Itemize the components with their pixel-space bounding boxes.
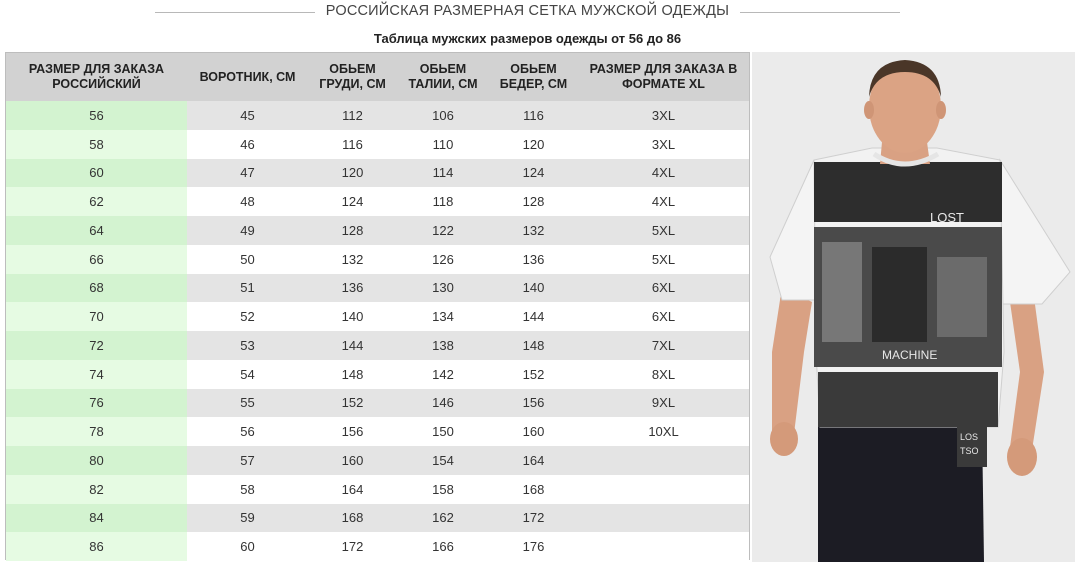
collar-cell: 60 xyxy=(187,532,308,561)
xl-size-cell xyxy=(578,475,749,504)
collar-cell: 51 xyxy=(187,274,308,303)
table-body xyxy=(6,101,749,561)
ru-size-cell: 82 xyxy=(6,475,187,504)
ru-size-cell: 56 xyxy=(6,101,187,130)
chest-cell: 132 xyxy=(308,245,397,274)
header-divider-right xyxy=(740,12,900,13)
collar-cell: 56 xyxy=(187,417,308,446)
collar-cell: 48 xyxy=(187,187,308,216)
ru-size-cell: 72 xyxy=(6,331,187,360)
man-in-printed-tshirt-image xyxy=(752,52,1075,562)
waist-cell: 110 xyxy=(397,130,489,159)
chest-cell: 148 xyxy=(308,360,397,389)
right-ear xyxy=(936,101,946,119)
collar-cell: 49 xyxy=(187,216,308,245)
ru-size-cell: 60 xyxy=(6,159,187,188)
column-header-chest: ОБЬЕМ ГРУДИ, СМ xyxy=(308,53,397,101)
collar-cell: 58 xyxy=(187,475,308,504)
ru-size-cell: 62 xyxy=(6,187,187,216)
waist-cell: 134 xyxy=(397,302,489,331)
right-hand xyxy=(1007,438,1037,476)
xl-size-cell: 4XL xyxy=(578,159,749,188)
table-row xyxy=(6,331,749,360)
right-arm xyxy=(1010,297,1044,450)
table-row xyxy=(6,532,749,561)
chest-cell: 136 xyxy=(308,274,397,303)
size-table xyxy=(6,53,749,561)
collar-cell: 50 xyxy=(187,245,308,274)
chest-cell: 152 xyxy=(308,389,397,418)
column-header-xl-size: РАЗМЕР ДЛЯ ЗАКАЗА В ФОРМАТЕ XL xyxy=(578,53,749,101)
chest-cell: 124 xyxy=(308,187,397,216)
ru-size-cell: 76 xyxy=(6,389,187,418)
waist-cell: 122 xyxy=(397,216,489,245)
model-photo xyxy=(752,52,1075,562)
xl-size-cell xyxy=(578,446,749,475)
waist-cell: 154 xyxy=(397,446,489,475)
ru-size-cell: 84 xyxy=(6,504,187,533)
ru-size-cell: 58 xyxy=(6,130,187,159)
xl-size-cell: 10XL xyxy=(578,417,749,446)
ru-size-cell: 70 xyxy=(6,302,187,331)
waist-cell: 138 xyxy=(397,331,489,360)
ru-size-cell: 78 xyxy=(6,417,187,446)
xl-size-cell: 5XL xyxy=(578,245,749,274)
xl-size-cell: 7XL xyxy=(578,331,749,360)
hips-cell: 156 xyxy=(489,389,578,418)
hips-cell: 128 xyxy=(489,187,578,216)
hips-cell: 172 xyxy=(489,504,578,533)
chest-cell: 144 xyxy=(308,331,397,360)
collar-cell: 45 xyxy=(187,101,308,130)
ru-size-cell: 66 xyxy=(6,245,187,274)
waist-cell: 150 xyxy=(397,417,489,446)
waist-cell: 130 xyxy=(397,274,489,303)
chest-cell: 120 xyxy=(308,159,397,188)
hips-cell: 168 xyxy=(489,475,578,504)
chest-cell: 168 xyxy=(308,504,397,533)
hips-cell: 132 xyxy=(489,216,578,245)
hips-cell: 164 xyxy=(489,446,578,475)
chest-cell: 160 xyxy=(308,446,397,475)
collar-cell: 54 xyxy=(187,360,308,389)
right-sleeve xyxy=(1000,160,1070,304)
collar-cell: 53 xyxy=(187,331,308,360)
left-arm xyxy=(772,287,812,434)
table-row xyxy=(6,216,749,245)
left-hand xyxy=(770,422,798,456)
table-row xyxy=(6,446,749,475)
xl-size-cell xyxy=(578,532,749,561)
column-header-waist: ОБЬЕМ ТАЛИИ, СМ xyxy=(397,53,489,101)
xl-size-cell xyxy=(578,504,749,533)
page-title: РОССИЙСКАЯ РАЗМЕРНАЯ СЕТКА МУЖСКОЙ ОДЕЖДЫ xyxy=(325,3,730,19)
xl-size-cell: 8XL xyxy=(578,360,749,389)
collar-cell: 55 xyxy=(187,389,308,418)
xl-size-cell: 3XL xyxy=(578,130,749,159)
page-header xyxy=(0,0,1075,26)
hips-cell: 124 xyxy=(489,159,578,188)
table-subtitle: Таблица мужских размеров одежды от 56 до 86 xyxy=(373,31,682,46)
ru-size-cell: 74 xyxy=(6,360,187,389)
xl-size-cell: 3XL xyxy=(578,101,749,130)
collar-cell: 47 xyxy=(187,159,308,188)
shirt-print-text-lost: LOST xyxy=(930,210,964,225)
waist-cell: 114 xyxy=(397,159,489,188)
chest-cell: 140 xyxy=(308,302,397,331)
xl-size-cell: 6XL xyxy=(578,274,749,303)
ru-size-cell: 80 xyxy=(6,446,187,475)
xl-size-cell: 6XL xyxy=(578,302,749,331)
collar-cell: 59 xyxy=(187,504,308,533)
waist-cell: 118 xyxy=(397,187,489,216)
table-row xyxy=(6,389,749,418)
chest-cell: 116 xyxy=(308,130,397,159)
header-divider-left xyxy=(155,12,315,13)
waist-cell: 142 xyxy=(397,360,489,389)
chest-cell: 164 xyxy=(308,475,397,504)
left-ear xyxy=(864,101,874,119)
hips-cell: 176 xyxy=(489,532,578,561)
table-row xyxy=(6,417,749,446)
table-row xyxy=(6,274,749,303)
table-row xyxy=(6,130,749,159)
hips-cell: 152 xyxy=(489,360,578,389)
hips-cell: 160 xyxy=(489,417,578,446)
chest-cell: 128 xyxy=(308,216,397,245)
ru-size-cell: 86 xyxy=(6,532,187,561)
table-header-row xyxy=(6,53,749,101)
table-row xyxy=(6,159,749,188)
xl-size-cell: 5XL xyxy=(578,216,749,245)
table-row xyxy=(6,504,749,533)
waist-cell: 146 xyxy=(397,389,489,418)
hips-cell: 140 xyxy=(489,274,578,303)
hips-cell: 116 xyxy=(489,101,578,130)
shirt-print-text-tso: TSO xyxy=(960,446,979,456)
column-header-hips: ОБЬЕМ БЕДЕР, СМ xyxy=(489,53,578,101)
collar-cell: 52 xyxy=(187,302,308,331)
shirt-print-bottom xyxy=(818,372,998,427)
table-row xyxy=(6,302,749,331)
hips-cell: 148 xyxy=(489,331,578,360)
waist-cell: 126 xyxy=(397,245,489,274)
shirt-print-text-machine: MACHINE xyxy=(882,348,938,362)
table-row xyxy=(6,101,749,130)
ru-size-cell: 64 xyxy=(6,216,187,245)
waist-cell: 158 xyxy=(397,475,489,504)
shirt-print-text-los: LOS xyxy=(960,432,979,442)
chest-cell: 172 xyxy=(308,532,397,561)
ru-size-cell: 68 xyxy=(6,274,187,303)
hips-cell: 136 xyxy=(489,245,578,274)
table-row xyxy=(6,475,749,504)
table-row xyxy=(6,187,749,216)
hips-cell: 120 xyxy=(489,130,578,159)
xl-size-cell: 9XL xyxy=(578,389,749,418)
column-header-collar: ВОРОТНИК, СМ xyxy=(187,53,308,101)
hips-cell: 144 xyxy=(489,302,578,331)
collar-cell: 46 xyxy=(187,130,308,159)
column-header-ru-size: РАЗМЕР ДЛЯ ЗАКАЗА РОССИЙСКИЙ xyxy=(6,53,187,101)
table-row xyxy=(6,360,749,389)
xl-size-cell: 4XL xyxy=(578,187,749,216)
chest-cell: 112 xyxy=(308,101,397,130)
shirt-print-top xyxy=(814,162,1002,222)
chest-cell: 156 xyxy=(308,417,397,446)
waist-cell: 166 xyxy=(397,532,489,561)
waist-cell: 106 xyxy=(397,101,489,130)
waist-cell: 162 xyxy=(397,504,489,533)
collar-cell: 57 xyxy=(187,446,308,475)
size-table-container xyxy=(5,52,750,560)
table-row xyxy=(6,245,749,274)
